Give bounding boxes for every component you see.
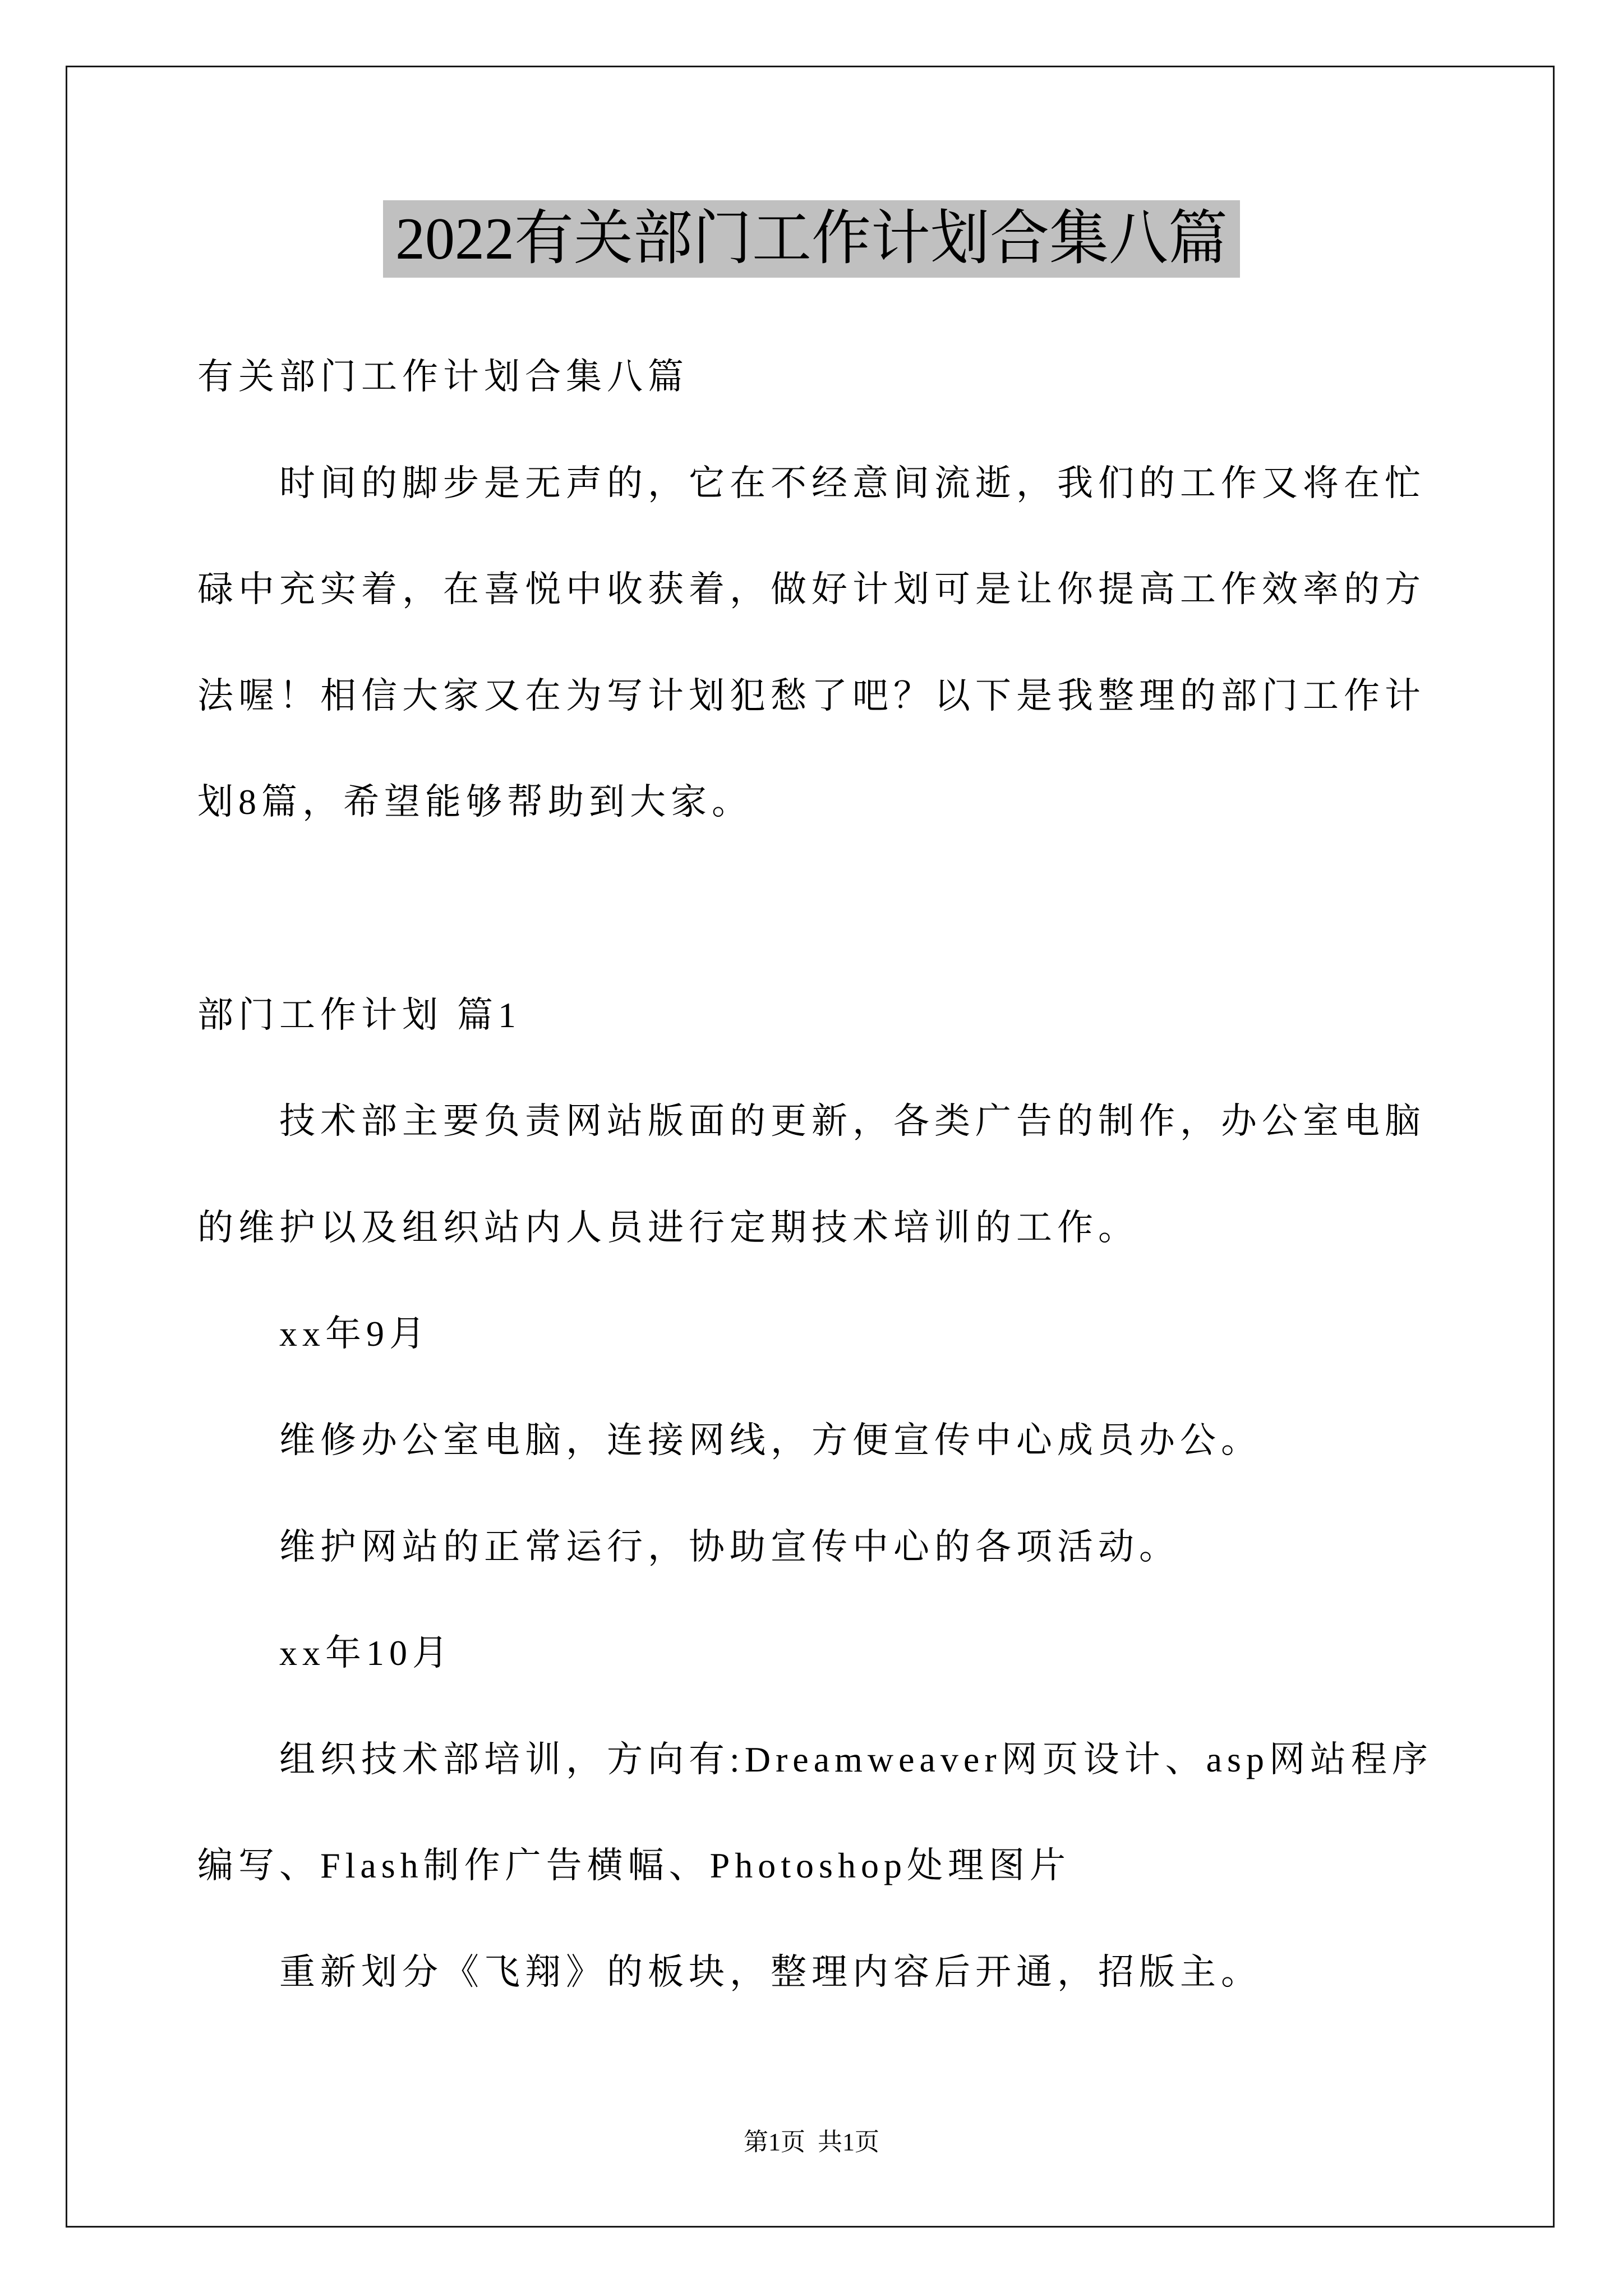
section-date [197, 1281, 1521, 1387]
paragraph-line: 组织技术部培训，方向有:Dreamweaver网页设计、asp网站程序 [279, 1739, 1433, 1779]
paragraph-line: 重新划分《飞翔》的板块，整理内容后开通，招版主。 [279, 1952, 1262, 1992]
paragraph-line: 时间的脚步是无声的，它在不经意间流逝，我们的工作又将在忙 [279, 463, 1426, 503]
intro-paragraph [197, 430, 1521, 855]
paragraph-line: 维修办公室电脑，连接网线，方便宣传中心成员办公。 [279, 1420, 1262, 1460]
paragraph-line: 编写、Flash制作广告横幅、Photoshop处理图片 [197, 1846, 1071, 1886]
page-number: 第1页 共1页 [744, 2128, 879, 2156]
paragraph-line: 法喔！相信大家又在为写计划犯愁了吧？以下是我整理的部门工作计 [197, 675, 1426, 716]
paragraph-line: 技术部主要负责网站版面的更新，各类广告的制作，办公室电脑 [279, 1101, 1426, 1142]
paragraph-line: 碌中充实着，在喜悦中收获着，做好计划可是让你提高工作效率的方 [197, 569, 1426, 610]
section-paragraph [197, 1387, 1521, 1494]
paragraph-line: 的维护以及组织站内人员进行定期技术培训的工作。 [197, 1207, 1139, 1248]
section-paragraph [197, 1919, 1521, 2026]
intro-heading: 有关部门工作计划合集八篇 [197, 357, 689, 397]
section-heading: 部门工作计划 篇1 [197, 995, 521, 1035]
paragraph-line: 划8篇，希望能够帮助到大家。 [197, 782, 753, 822]
title-area [0, 200, 1623, 278]
section-paragraph [197, 1494, 1521, 1600]
paragraph-line: 维护网站的正常运行，协助宣传中心的各项活动。 [279, 1526, 1180, 1567]
document-title: 2022有关部门工作计划合集八篇 [383, 200, 1240, 278]
paragraph-line: xx年10月 [279, 1633, 453, 1673]
document-body [197, 324, 1521, 2026]
section-paragraph [197, 1068, 1521, 1281]
paragraph-line: xx年9月 [279, 1314, 430, 1354]
section-date [197, 1600, 1521, 1706]
section-paragraph [197, 1706, 1521, 1919]
